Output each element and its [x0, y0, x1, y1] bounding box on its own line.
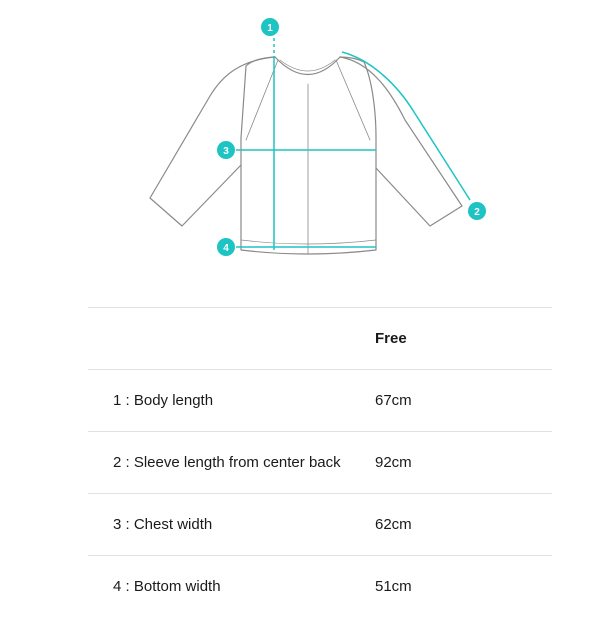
table-row — [88, 432, 552, 494]
table-row — [88, 370, 552, 432]
row-value: 51cm — [375, 556, 552, 617]
marker-3 — [217, 141, 235, 159]
measurement-diagram — [0, 0, 614, 290]
svg-text:1: 1 — [267, 23, 273, 34]
row-label: 3 : Chest width — [88, 494, 375, 556]
marker-4 — [217, 238, 235, 256]
marker-2 — [468, 202, 486, 220]
table-row — [88, 494, 552, 556]
collar-inner — [280, 60, 335, 71]
row-value: 92cm — [375, 432, 552, 494]
right-sleeve-outline — [340, 57, 462, 226]
table-row — [88, 556, 552, 617]
header-empty-cell — [88, 308, 375, 370]
size-table — [88, 307, 552, 617]
row-value: 62cm — [375, 494, 552, 556]
column-header-free: Free — [375, 308, 552, 370]
table-header-row — [88, 308, 552, 370]
marker-1 — [261, 18, 279, 36]
svg-text:3: 3 — [223, 146, 229, 157]
sleeve-length-line — [342, 52, 470, 200]
row-label: 1 : Body length — [88, 370, 375, 432]
garment-outline — [150, 57, 462, 254]
hem-line — [241, 240, 376, 244]
collar-outline — [275, 57, 340, 75]
row-label: 2 : Sleeve length from center back — [88, 432, 375, 494]
row-value: 67cm — [375, 370, 552, 432]
svg-text:4: 4 — [223, 243, 229, 254]
right-raglan-seam — [336, 60, 370, 140]
measurement-lines — [236, 38, 470, 250]
row-label: 4 : Bottom width — [88, 556, 375, 617]
left-sleeve-outline — [150, 57, 275, 226]
svg-text:2: 2 — [474, 207, 480, 218]
left-raglan-seam — [246, 60, 278, 140]
body-outline — [241, 57, 376, 254]
